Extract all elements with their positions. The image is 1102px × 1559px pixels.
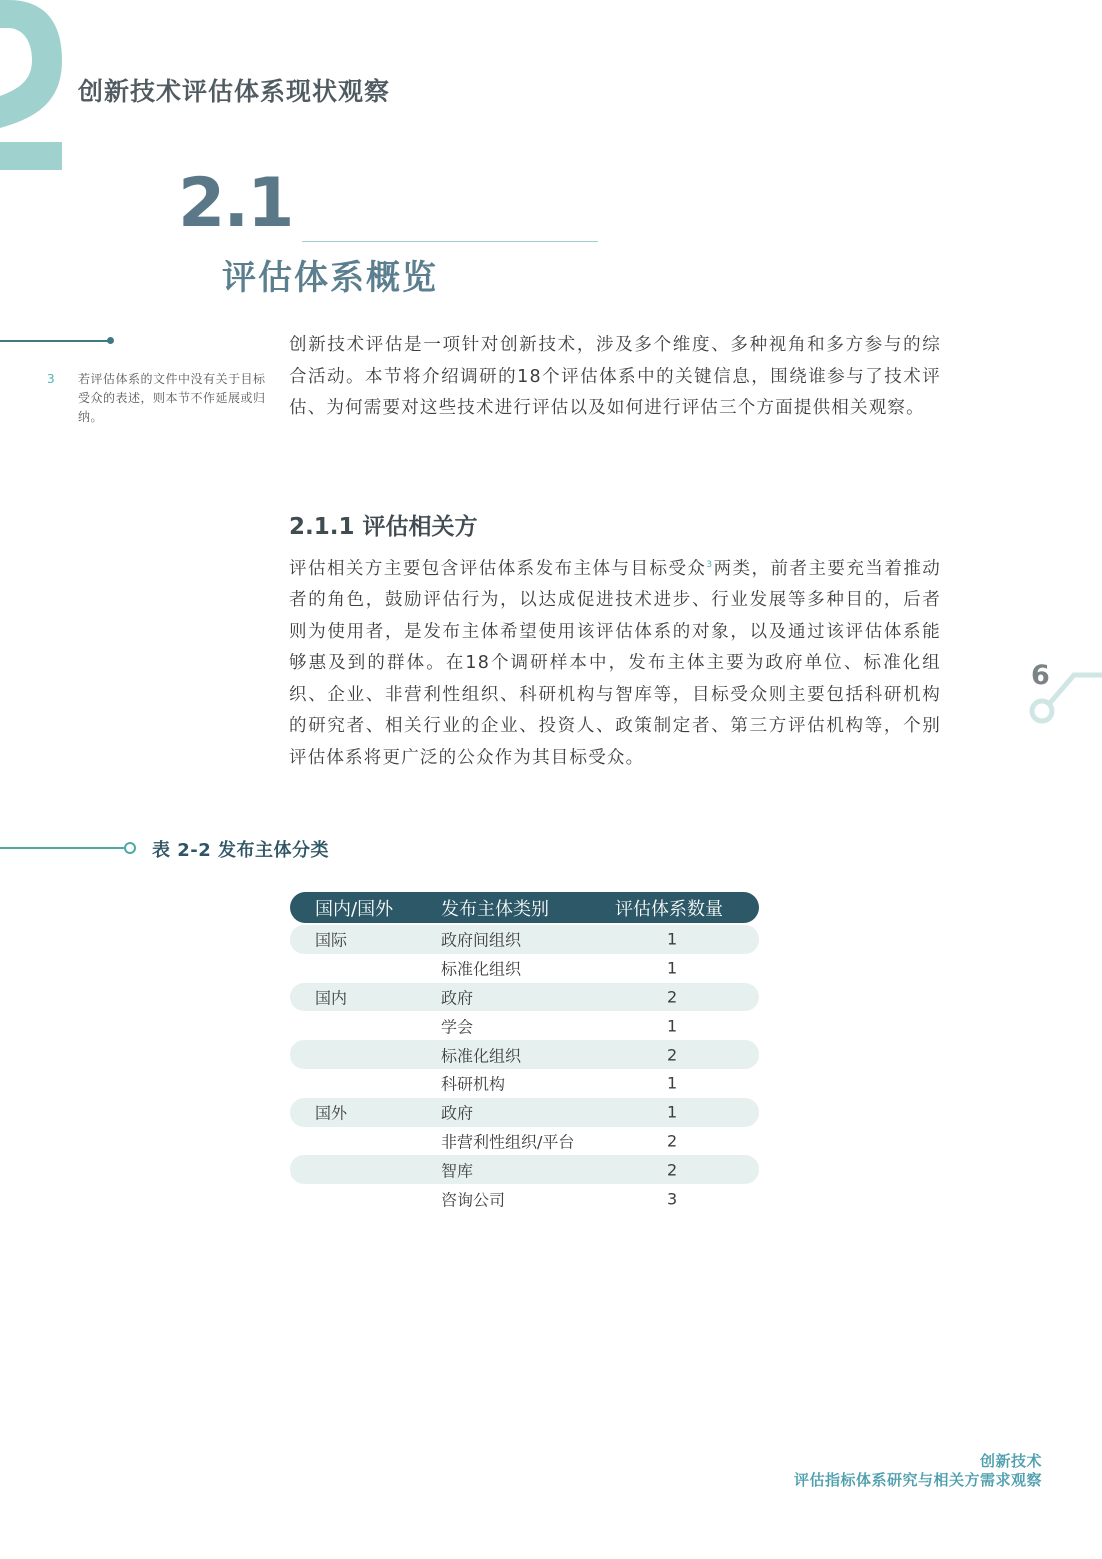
cell-count: 2 (667, 1045, 678, 1065)
cell-count: 2 (667, 1131, 678, 1151)
table-row (290, 1155, 759, 1184)
table-row (290, 983, 759, 1012)
cell-region: 国内 (315, 988, 348, 1008)
cell-count: 2 (667, 987, 678, 1007)
cell-count: 1 (667, 929, 678, 949)
cell-count: 1 (667, 1016, 678, 1036)
footer-line-2: 评估指标体系研究与相关方需求观察 (793, 1471, 1042, 1489)
publisher-table (290, 892, 759, 1213)
paragraph-text-rest: 两类，前者主要充当着推动者的角色，鼓励评估行为，以达成促进技术进步、行业发展等多种目的，后者则为使用者，是发布主体希望使用该评估体系的对象，以及通过该评估体系能够惠及到的群体。在18个调研样本中，发布主体主要为政府单位、标准化组织、企业、非营利性组织、科研机构与智库等，目标受众则主要包括科研机构的研究者、相关行业的企业、投资人、政策制定者、第三方评估机构等，个别评估体系将更广泛的公众作为其目标受众。 (289, 558, 941, 768)
table-row (290, 1011, 759, 1040)
footer-line-1: 创新技术 (979, 1452, 1042, 1470)
table-row (290, 1127, 759, 1156)
table-body (290, 925, 759, 1213)
chapter-number-graphic (0, 0, 70, 175)
side-note-text: 若评估体系的文件中没有关于目标受众的表述，则本节不作延展或归纳。 (78, 372, 266, 424)
table-row (290, 1098, 759, 1127)
cell-category: 智库 (441, 1161, 474, 1181)
side-note-rule (0, 340, 110, 342)
header-region: 国内/国外 (315, 898, 394, 920)
cell-category: 标准化组织 (441, 1046, 522, 1066)
caption-rule (0, 847, 124, 849)
table-row (290, 925, 759, 954)
table-row (290, 1184, 759, 1213)
cell-category: 政府 (441, 1103, 474, 1123)
page-number: 6 (1031, 660, 1050, 691)
subsection-title: 2.1.1 评估相关方 (289, 514, 478, 540)
header-count: 评估体系数量 (615, 898, 723, 920)
footnote-reference[interactable]: 3 (706, 560, 714, 570)
table-row (290, 954, 759, 983)
cell-count: 1 (667, 1102, 678, 1122)
section-divider (302, 241, 598, 242)
table-row (290, 1069, 759, 1098)
table-caption: 表 2-2 发布主体分类 (152, 840, 330, 861)
subsection-paragraph (289, 550, 941, 774)
section-title: 评估体系概览 (222, 258, 438, 298)
side-note-number: 3 (47, 372, 55, 386)
cell-region: 国际 (315, 930, 348, 950)
side-note-dot (107, 337, 114, 344)
table-header (290, 892, 759, 923)
cell-category: 科研机构 (441, 1074, 506, 1094)
cell-category: 标准化组织 (441, 959, 522, 979)
cell-count: 2 (667, 1160, 678, 1180)
cell-category: 非营利性组织/平台 (441, 1132, 575, 1152)
cell-category: 政府 (441, 988, 474, 1008)
cell-count: 1 (667, 1073, 678, 1093)
cell-category: 政府间组织 (441, 930, 522, 950)
cell-category: 咨询公司 (441, 1190, 506, 1210)
paragraph-text-start: 评估相关方主要包含评估体系发布主体与目标受众 (289, 558, 707, 579)
intro-paragraph: 创新技术评估是一项针对创新技术，涉及多个维度、多种视角和多方参与的综合活动。本节将介绍调研的18个评估体系中的关键信息，围绕谁参与了技术评估、为何需要对这些技术进行评估以及如何进行评估三个方面提供相关观察。 (289, 335, 941, 418)
cell-category: 学会 (441, 1017, 474, 1037)
cell-count: 1 (667, 958, 678, 978)
table-row (290, 1040, 759, 1069)
section-number: 2.1 (178, 164, 293, 243)
cell-count: 3 (667, 1189, 678, 1209)
chapter-title: 创新技术评估体系现状观察 (78, 77, 391, 106)
header-category: 发布主体类别 (441, 898, 549, 920)
running-footer (794, 1452, 1042, 1490)
cell-region: 国外 (315, 1103, 348, 1123)
caption-ring (124, 842, 136, 854)
